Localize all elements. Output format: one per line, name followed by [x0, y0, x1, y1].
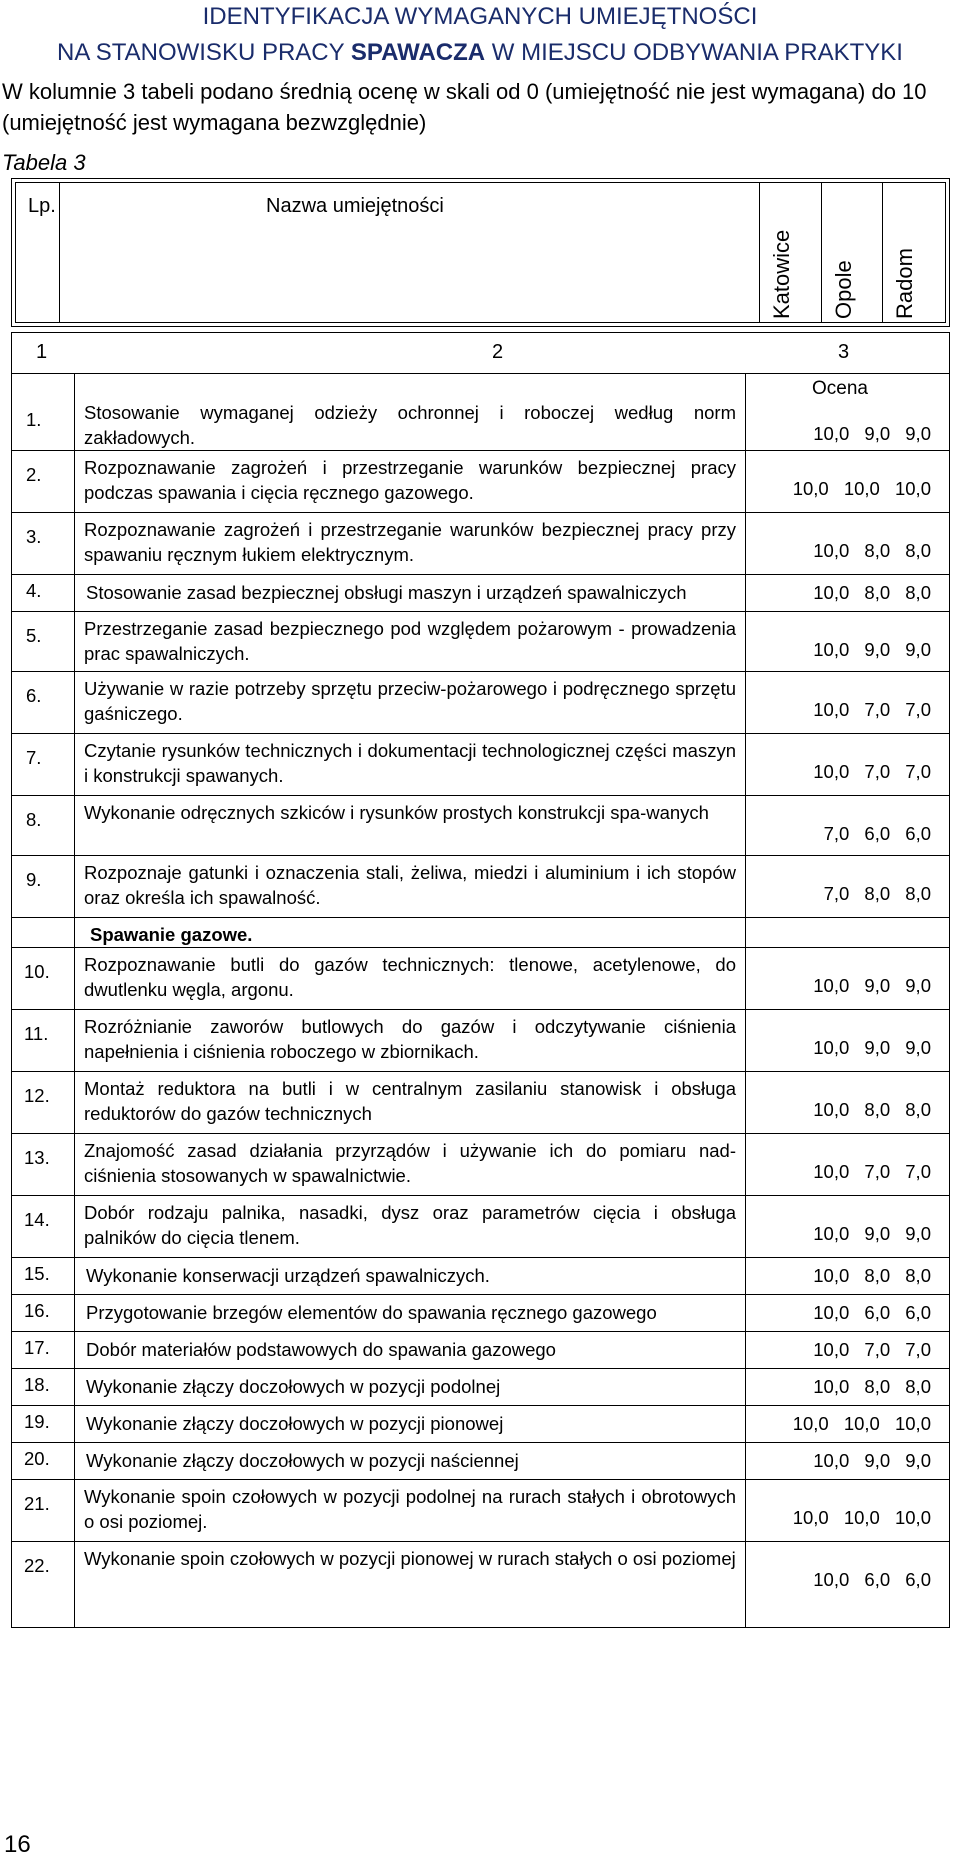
row-skill-name: Wykonanie spoin czołowych w pozycji pionowej w rurach stałych o osi poziomej	[84, 1548, 736, 1569]
row-ratings: 10,0 8,0 8,0	[813, 1099, 931, 1120]
table-label: Tabela 3	[2, 150, 86, 175]
row-lp: 14.	[24, 1209, 50, 1230]
page-subtitle	[0, 38, 960, 68]
row-lp: 10.	[24, 961, 50, 982]
row-divider	[12, 1133, 949, 1134]
table-header	[11, 178, 950, 327]
row-divider	[12, 1479, 949, 1480]
row-skill-name: Przygotowanie brzegów elementów do spawania ręcznego gazowego	[86, 1302, 657, 1323]
row-ratings: 10,0 10,0 10,0	[792, 1507, 931, 1528]
row-ratings: 7,0 8,0 8,0	[823, 883, 931, 904]
row-ratings: 10,0 6,0 6,0	[813, 1302, 931, 1323]
row-lp: 4.	[26, 580, 42, 601]
row-ratings: 10,0 9,0 9,0	[813, 1037, 931, 1058]
row-skill-name: Wykonanie złączy doczołowych w pozycji podolnej	[86, 1376, 501, 1397]
header-divider	[759, 183, 760, 322]
header-divider	[59, 183, 60, 322]
table-header-inner	[15, 182, 946, 323]
row-divider	[12, 512, 949, 513]
header-name: Nazwa umiejętności	[266, 195, 444, 217]
row-ratings: 10,0 9,0 9,0	[813, 1450, 931, 1471]
header-lp: Lp.	[28, 195, 56, 217]
row-ratings: 10,0 8,0 8,0	[813, 1376, 931, 1397]
intro-text: W kolumnie 3 tabeli podano średnią ocenę w skali od 0 (umiejętność nie jest wymagana) do 10 (umiejętność jest wymagana bezwzględnie)	[2, 79, 927, 135]
row-skill-name: Czytanie rysunków technicznych i dokumentacji technologicznej części maszyn i konstrukcji spawanych.	[84, 740, 736, 786]
row-skill-name: Rozpoznaje gatunki i oznaczenia stali, żeliwa, miedzi i aluminium i ich stopów oraz określa ich spawalność.	[84, 862, 736, 908]
row-lp: 5.	[26, 625, 42, 646]
row-ratings: 10,0 9,0 9,0	[813, 1223, 931, 1244]
row-skill-name: Znajomość zasad działania przyrządów i używanie ich do pomiaru nad-ciśnienia stosowanych w spawalnictwie.	[84, 1140, 736, 1186]
row-skill-name: Rozróżnianie zaworów butlowych do gazów i odczytywanie ciśnienia napełnienia i ciśnienia roboczego w zbiornikach.	[84, 1016, 736, 1062]
header-divider	[821, 183, 822, 322]
row-skill-name: Wykonanie konserwacji urządzeń spawalniczych.	[86, 1265, 490, 1286]
col-number-1: 1	[36, 341, 48, 363]
row-lp: 7.	[26, 747, 42, 768]
header-city-katowice: Katowice	[769, 229, 794, 319]
row-skill-name: Montaż reduktora na butli i w centralnym zasilaniu stanowisk i obsługa reduktorów do gazów technicznych	[84, 1078, 736, 1124]
row-divider	[12, 1009, 949, 1010]
page-title: IDENTYFIKACJA WYMAGANYCH UMIEJĘTNOŚCI	[202, 3, 758, 30]
row-lp: 1.	[26, 409, 42, 430]
col-number-3: 3	[838, 341, 850, 363]
row-divider	[12, 1541, 949, 1542]
subtitle-profession: SPAWACZA	[350, 39, 486, 66]
row-ratings: 10,0 7,0 7,0	[813, 699, 931, 720]
row-divider	[12, 795, 949, 796]
row-lp: 6.	[26, 685, 42, 706]
row-ratings: 10,0 8,0 8,0	[813, 540, 931, 561]
row-divider	[12, 450, 949, 451]
row-divider	[12, 1405, 949, 1406]
skills-table	[11, 332, 950, 1628]
row-skill-name: Stosowanie zasad bezpiecznej obsługi maszyn i urządzeń spawalniczych	[86, 582, 687, 603]
row-skill-name: Rozpoznawanie butli do gazów technicznych: tlenowe, acetylenowe, do dwutlenku węgla, argonu.	[84, 954, 736, 1000]
row-ratings: 10,0 9,0 9,0	[813, 639, 931, 660]
row-divider	[12, 1071, 949, 1072]
row-lp: 11.	[24, 1023, 49, 1044]
row-divider	[12, 574, 949, 575]
row-divider	[12, 1331, 949, 1332]
row-ratings: 10,0 9,0 9,0	[813, 975, 931, 996]
row-lp: 21.	[24, 1493, 50, 1514]
row-lp: 13.	[24, 1147, 50, 1168]
row-skill-name: Dobór rodzaju palnika, nasadki, dysz oraz parametrów cięcia i obsługa palników do cięcia tlenem.	[84, 1202, 736, 1248]
row-skill-name: Wykonanie złączy doczołowych w pozycji pionowej	[86, 1413, 504, 1434]
row-lp: 17.	[24, 1337, 50, 1358]
row-lp: 2.	[26, 464, 42, 485]
row-skill-name: Wykonanie złączy doczołowych w pozycji naściennej	[86, 1450, 519, 1471]
row-divider	[12, 611, 949, 612]
header-divider	[882, 183, 883, 322]
subtitle-part-1: NA STANOWISKU PRACY	[57, 39, 351, 66]
row-ratings: 10,0 6,0 6,0	[813, 1569, 931, 1590]
ocena-label: Ocena	[812, 378, 868, 399]
subtitle-part-2: W MIEJSCU ODBYWANIA PRAKTYKI	[485, 39, 903, 66]
row-ratings: 10,0 8,0 8,0	[813, 1265, 931, 1286]
page-number: 16	[4, 1831, 31, 1858]
row-ratings: 7,0 6,0 6,0	[823, 823, 931, 844]
row-divider	[12, 917, 949, 918]
row-divider	[12, 947, 949, 948]
row-skill-name: Wykonanie odręcznych szkiców i rysunków prostych konstrukcji spa-wanych	[84, 802, 709, 823]
row-divider	[12, 855, 949, 856]
row-ratings: 10,0 10,0 10,0	[792, 1413, 931, 1434]
row-skill-name: Dobór materiałów podstawowych do spawania gazowego	[86, 1339, 556, 1360]
row-divider	[12, 1442, 949, 1443]
row-divider	[12, 1257, 949, 1258]
row-divider	[12, 671, 949, 672]
row-skill-name: Przestrzeganie zasad bezpiecznego pod względem pożarowym - prowadzenia prac spawalniczych.	[84, 618, 736, 664]
row-skill-name: Wykonanie spoin czołowych w pozycji podolnej na rurach stałych i obrotowych o osi poziomej.	[84, 1486, 736, 1532]
row-skill-name: Stosowanie wymaganej odzieży ochronnej i roboczej według norm zakładowych.	[84, 402, 736, 448]
row-ratings: 10,0 7,0 7,0	[813, 761, 931, 782]
row-skill-name: Używanie w razie potrzeby sprzętu przeciw-pożarowego i podręcznego sprzętu gaśniczego.	[84, 678, 736, 724]
row-lp: 8.	[26, 809, 42, 830]
row-lp: 19.	[24, 1411, 50, 1432]
row-divider	[12, 1294, 949, 1295]
row-ratings: 10,0 9,0 9,0	[813, 423, 931, 444]
row-lp: 9.	[26, 869, 42, 890]
row-lp: 12.	[24, 1085, 50, 1106]
row-ratings: 10,0 7,0 7,0	[813, 1339, 931, 1360]
row-ratings: 10,0 7,0 7,0	[813, 1161, 931, 1182]
row-lp: 15.	[24, 1263, 50, 1284]
row-lp: 18.	[24, 1374, 50, 1395]
row-divider	[12, 373, 949, 374]
row-skill-name: Rozpoznawanie zagrożeń i przestrzeganie warunków bezpiecznej pracy przy spawaniu ręcznym łukiem elektrycznym.	[84, 519, 736, 565]
row-lp: 20.	[24, 1448, 50, 1469]
row-skill-name: Rozpoznawanie zagrożeń i przestrzeganie warunków bezpiecznej pracy podczas spawania i cięcia ręcznego gazowego.	[84, 457, 736, 503]
header-city-opole: Opole	[831, 260, 856, 319]
row-ratings: 10,0 10,0 10,0	[792, 478, 931, 499]
row-divider	[12, 1195, 949, 1196]
column-divider	[74, 373, 75, 1628]
header-city-radom: Radom	[892, 248, 917, 319]
col-number-2: 2	[492, 341, 504, 363]
row-lp: 22.	[24, 1555, 50, 1576]
row-divider	[12, 1368, 949, 1369]
row-ratings: 10,0 8,0 8,0	[813, 582, 931, 603]
column-divider	[745, 373, 746, 1628]
row-lp: 16.	[24, 1300, 50, 1321]
section-title: Spawanie gazowe.	[90, 924, 253, 945]
row-lp: 3.	[26, 526, 42, 547]
row-divider	[12, 733, 949, 734]
